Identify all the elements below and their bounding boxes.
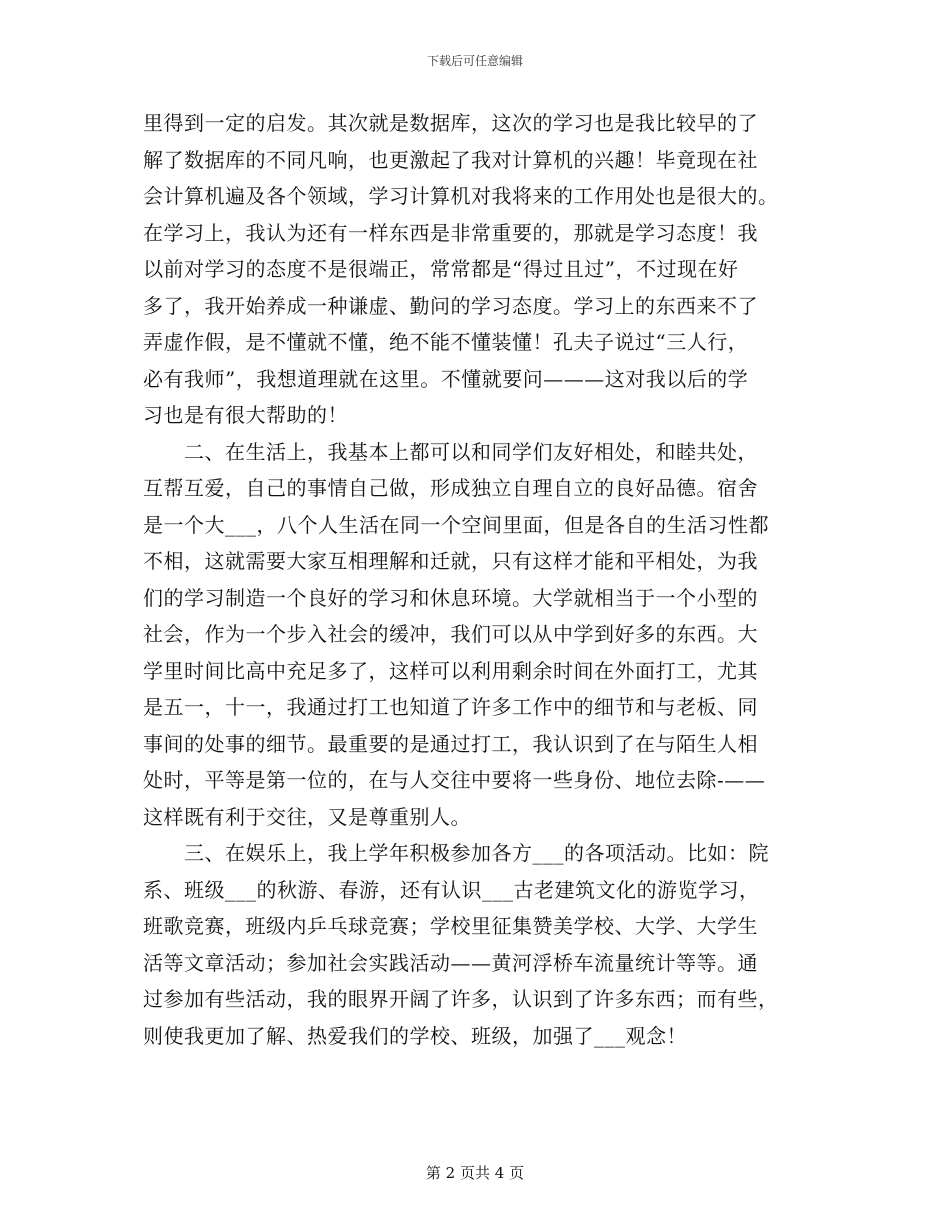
text-line: 过参加有些活动，我的眼界开阔了许多，认识到了许多东西；而有些， [143,987,779,1011]
text-line: 学里时间比高中充足多了，这样可以利用剩余时间在外面打工，尤其 [143,658,758,683]
text-line: 处时，平等是第一位的，在与人交往中要将一些身份、地位去除-—— [143,768,766,792]
text-line: 必有我师”，我想道理就在这里。不懂就要问———这对我以后的学 [143,366,749,391]
text-line: 是一个大___，八个人生活在同一个空间里面，但是各自的生活习性都 [143,512,769,537]
paragraph-2 [143,434,813,836]
text-line: 事间的处事的细节。最重要的是通过打工，我认识到了在与陌生人相 [143,731,758,756]
page-number: 第 2 页共 4 页 [425,1164,525,1182]
text-line: 习也是有很大帮助的！ [143,403,348,427]
paragraph-1 [143,105,813,434]
document-body [143,105,813,1054]
text-line: 们的学习制造一个良好的学习和休息环境。大学就相当于一个小型的 [143,585,758,610]
paragraph-3 [143,835,813,1054]
text-line: 里得到一定的启发。其次就是数据库，这次的学习也是我比较早的了 [143,111,758,135]
text-line: 在学习上，我认为还有一样东西是非常重要的，那就是学习态度！我 [143,220,758,245]
text-line: 班歌竞赛，班级内乒乓球竞赛；学校里征集赞美学校、大学、大学生 [143,914,758,938]
text-line: 不相，这就需要大家互相理解和迁就，只有这样才能和平相处，为我 [143,549,758,573]
text-line: 三、在娱乐上，我上学年积极参加各方___的各项活动。比如：院 [143,841,769,865]
text-line: 会计算机遍及各个领域，学习计算机对我将来的工作用处也是很大的。 [143,184,779,208]
text-line: 活等文章活动；参加社会实践活动——黄河浮桥车流量统计等等。通 [143,950,758,975]
text-line: 互帮互爱，自己的事情自己做，形成独立自理自立的良好品德。宿舍 [143,476,758,500]
text-line: 弄虚作假，是不懂就不懂，绝不能不懂装懂！孔夫子说过“三人行， [143,330,749,354]
text-line: 这样既有利于交往，又是尊重别人。 [143,804,471,829]
text-line: 多了，我开始养成一种谦虚、勤问的学习态度。学习上的东西来不了 [143,293,758,318]
text-line: 是五一，十一，我通过打工也知道了许多工作中的细节和与老板、同 [143,695,758,719]
text-line: 二、在生活上，我基本上都可以和同学们友好相处，和睦共处， [143,439,758,464]
text-line: 解了数据库的不同凡响，也更激起了我对计算机的兴趣！毕竟现在社 [143,147,758,172]
text-line: 以前对学习的态度不是很端正，常常都是“得过且过”，不过现在好 [143,257,739,281]
text-line: 社会，作为一个步入社会的缓冲，我们可以从中学到好多的东西。大 [143,622,758,646]
page-header: 下载后可任意编辑 [426,54,523,68]
text-line: 系、班级___的秋游、春游，还有认识___古老建筑文化的游览学习， [143,877,760,902]
text-line: 则使我更加了解、热爱我们的学校、班级，加强了___观念！ [143,1023,687,1048]
